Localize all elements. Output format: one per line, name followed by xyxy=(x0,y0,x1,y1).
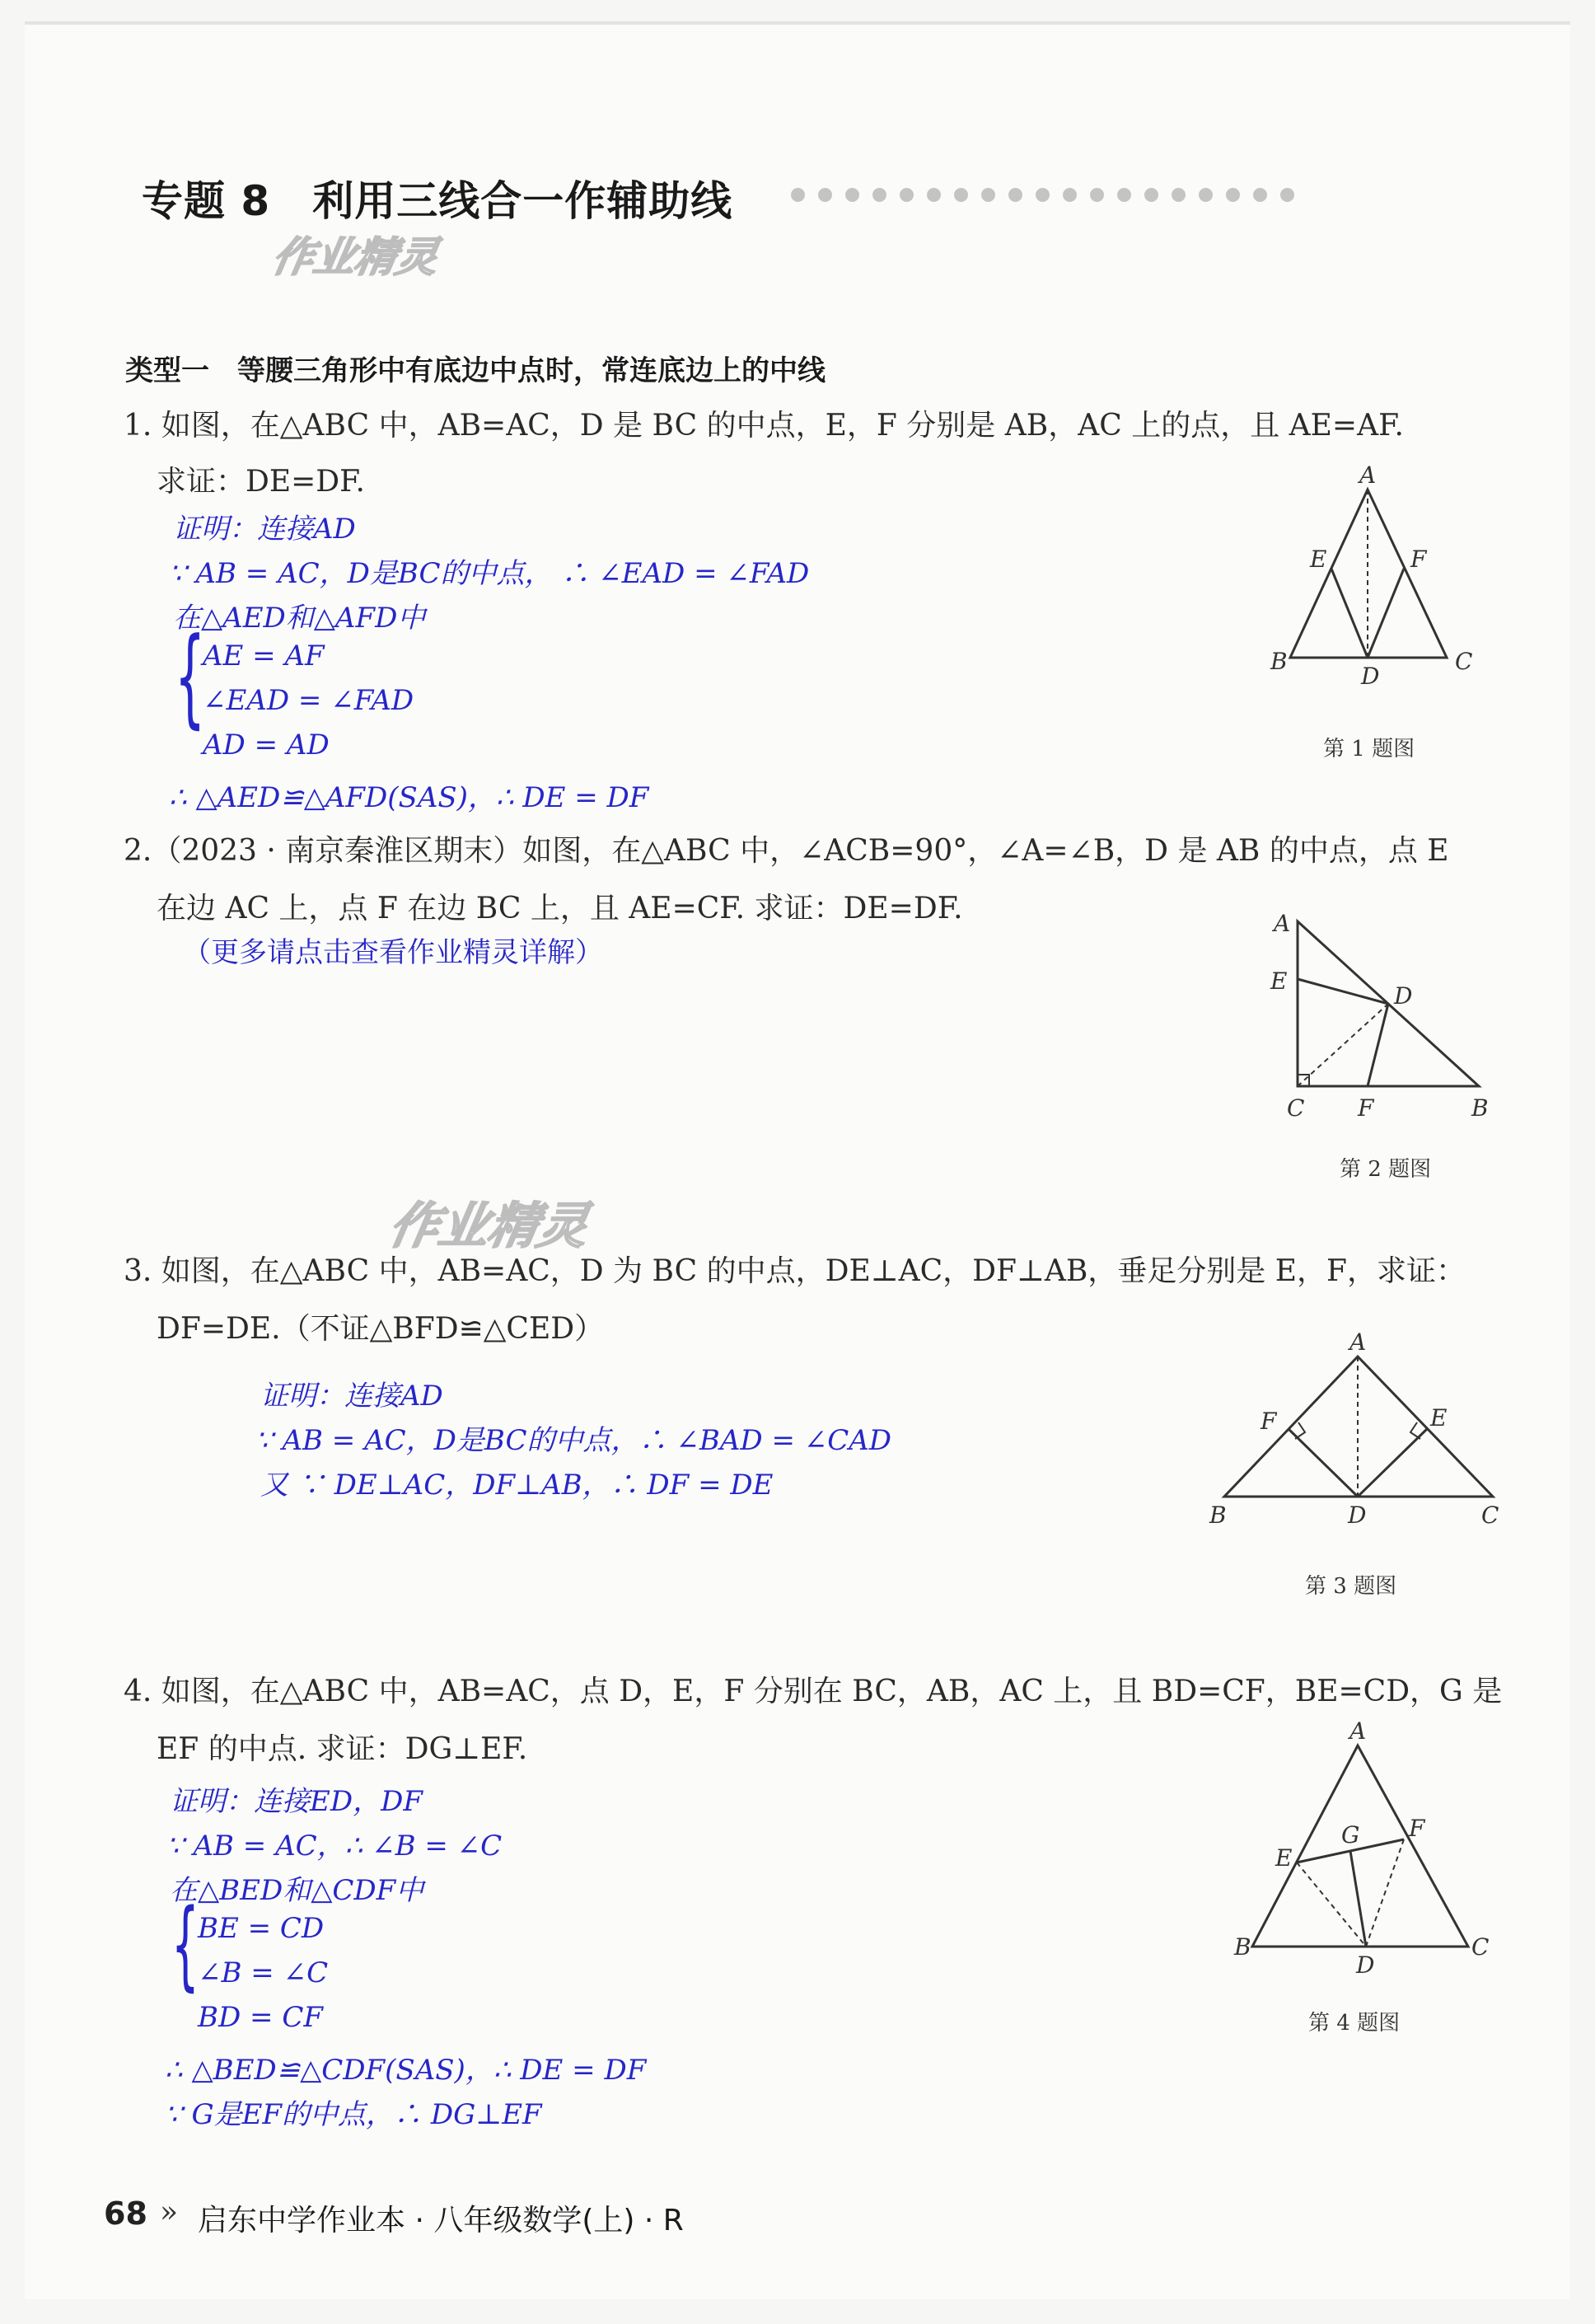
figure-point-label: F xyxy=(1261,1408,1277,1435)
figure-point-label: A xyxy=(1359,462,1377,489)
watermark-logo: 作业精灵 xyxy=(269,233,442,281)
title-dot-decoration xyxy=(791,188,1307,205)
page-number: 68 xyxy=(104,2195,147,2232)
answer-1-line-6: AD = AD xyxy=(203,729,330,761)
figure-point-label: D xyxy=(1348,1502,1367,1529)
figure-point-label: B xyxy=(1270,648,1288,675)
figure-point-label: F xyxy=(1409,1815,1425,1842)
answer-3-line-3: 又 ∵ DE⊥AC，DF⊥AB，∴ DF = DE xyxy=(260,1469,774,1502)
figure-2-caption: 第 2 题图 xyxy=(1340,1157,1432,1182)
figure-point-label: G xyxy=(1341,1821,1360,1848)
figure-point-label: B xyxy=(1471,1094,1489,1122)
figure-1-caption: 第 1 题图 xyxy=(1323,737,1415,761)
watermark-logo-center: 作业精灵 xyxy=(384,1197,593,1255)
answer-4-line-2: ∵ AB = AC，∴ ∠B = ∠C xyxy=(166,1830,503,1862)
answer-1-line-5: ∠EAD = ∠FAD xyxy=(203,684,414,717)
answer-4-line-8: ∵ G是EF的中点，∴ DG⊥EF xyxy=(165,2098,542,2131)
problem-4-line-1: 4. 如图，在△ABC 中，AB=AC，点 D，E，F 分别在 BC，AB，AC 上，且 BD=CF，BE=CD，G 是 xyxy=(124,1675,1503,1708)
figure-point-label: B xyxy=(1234,1933,1251,1961)
figure-point-label: D xyxy=(1356,1952,1375,1979)
answer-1-brace: { xyxy=(175,614,206,739)
figure-1 xyxy=(1252,458,1499,689)
problem-1-line-1: 1. 如图，在△ABC 中，AB=AC，D 是 BC 的中点，E，F 分别是 AB，AC 上的点，且 AE=AF. xyxy=(124,409,1404,443)
page-title: 专题 8 利用三线合一作辅助线 xyxy=(142,177,733,225)
answer-4-line-6: BD = CF xyxy=(198,2001,323,2034)
answer-4-line-5: ∠B = ∠C xyxy=(198,1956,329,1989)
answer-1-line-2: ∵ AB = AC，D是BC的中点， ∴ ∠EAD = ∠FAD xyxy=(169,557,810,590)
answer-4-line-4: BE = CD xyxy=(198,1912,325,1945)
answer-1-line-7: ∴ △AED≌△AFD(SAS)，∴ DE = DF xyxy=(169,781,649,814)
answer-3-line-2: ∵ AB = AC，D是BC的中点，∴ ∠BAD = ∠CAD xyxy=(255,1424,892,1457)
figure-4 xyxy=(1228,1706,1499,1986)
answer-4-line-3: 在△BED和△CDF中 xyxy=(170,1874,424,1907)
figure-point-label: E xyxy=(1310,546,1327,573)
answer-2-more-link[interactable]: （更多请点击查看作业精灵详解） xyxy=(183,936,603,969)
figure-point-label: C xyxy=(1455,648,1473,675)
figure-point-label: A xyxy=(1274,910,1291,937)
answer-1-line-3: 在△AED和△AFD中 xyxy=(173,602,426,635)
figure-2 xyxy=(1261,907,1508,1129)
answer-1-line-4: AE = AF xyxy=(203,640,325,672)
answer-1-line-1: 证明：连接AD xyxy=(173,513,356,546)
figure-point-label: C xyxy=(1471,1933,1490,1961)
problem-1-line-2: 求证：DE=DF. xyxy=(157,465,365,499)
footer-arrow-icon: » xyxy=(160,2195,179,2229)
figure-point-label: F xyxy=(1410,546,1427,573)
figure-point-label: E xyxy=(1430,1404,1448,1431)
footer-book-title: 启东中学作业本 · 八年级数学(上) · R xyxy=(198,2204,684,2237)
answer-4-brace: { xyxy=(171,1887,199,2001)
figure-point-label: A xyxy=(1349,1328,1367,1356)
figure-3 xyxy=(1203,1327,1508,1533)
figure-point-label: E xyxy=(1270,968,1288,995)
figure-point-label: C xyxy=(1287,1094,1305,1122)
answer-4-line-1: 证明：连接ED，DF xyxy=(170,1785,423,1818)
problem-2-line-1: 2.（2023 · 南京秦淮区期末）如图，在△ABC 中，∠ACB=90°，∠A=∠B，D 是 AB 的中点，点 E xyxy=(124,834,1449,868)
figure-point-label: F xyxy=(1358,1094,1374,1122)
answer-4-line-7: ∴ △BED≌△CDF(SAS)，∴ DE = DF xyxy=(165,2054,647,2087)
figure-point-label: D xyxy=(1361,663,1380,689)
figure-3-caption: 第 3 题图 xyxy=(1305,1574,1397,1599)
problem-3-line-2: DF=DE.（不证△BFD≌△CED） xyxy=(157,1312,605,1346)
answer-3-line-1: 证明：连接AD xyxy=(260,1380,443,1413)
figure-point-label: B xyxy=(1209,1502,1227,1529)
problem-3-line-1: 3. 如图，在△ABC 中，AB=AC，D 为 BC 的中点，DE⊥AC，DF⊥AB，垂足分别是 E，F，求证： xyxy=(124,1254,1466,1288)
figure-point-label: C xyxy=(1481,1502,1499,1529)
figure-point-label: A xyxy=(1349,1717,1367,1745)
figure-4-caption: 第 4 题图 xyxy=(1308,2011,1401,2036)
section-type-label: 类型一 等腰三角形中有底边中点时，常连底边上的中线 xyxy=(125,354,826,387)
problem-4-line-2: EF 的中点. 求证：DG⊥EF. xyxy=(157,1732,528,1766)
figure-point-label: D xyxy=(1394,982,1413,1010)
figure-point-label: E xyxy=(1275,1844,1293,1872)
problem-2-line-2: 在边 AC 上，点 F 在边 BC 上，且 AE=CF. 求证：DE=DF. xyxy=(157,892,963,925)
